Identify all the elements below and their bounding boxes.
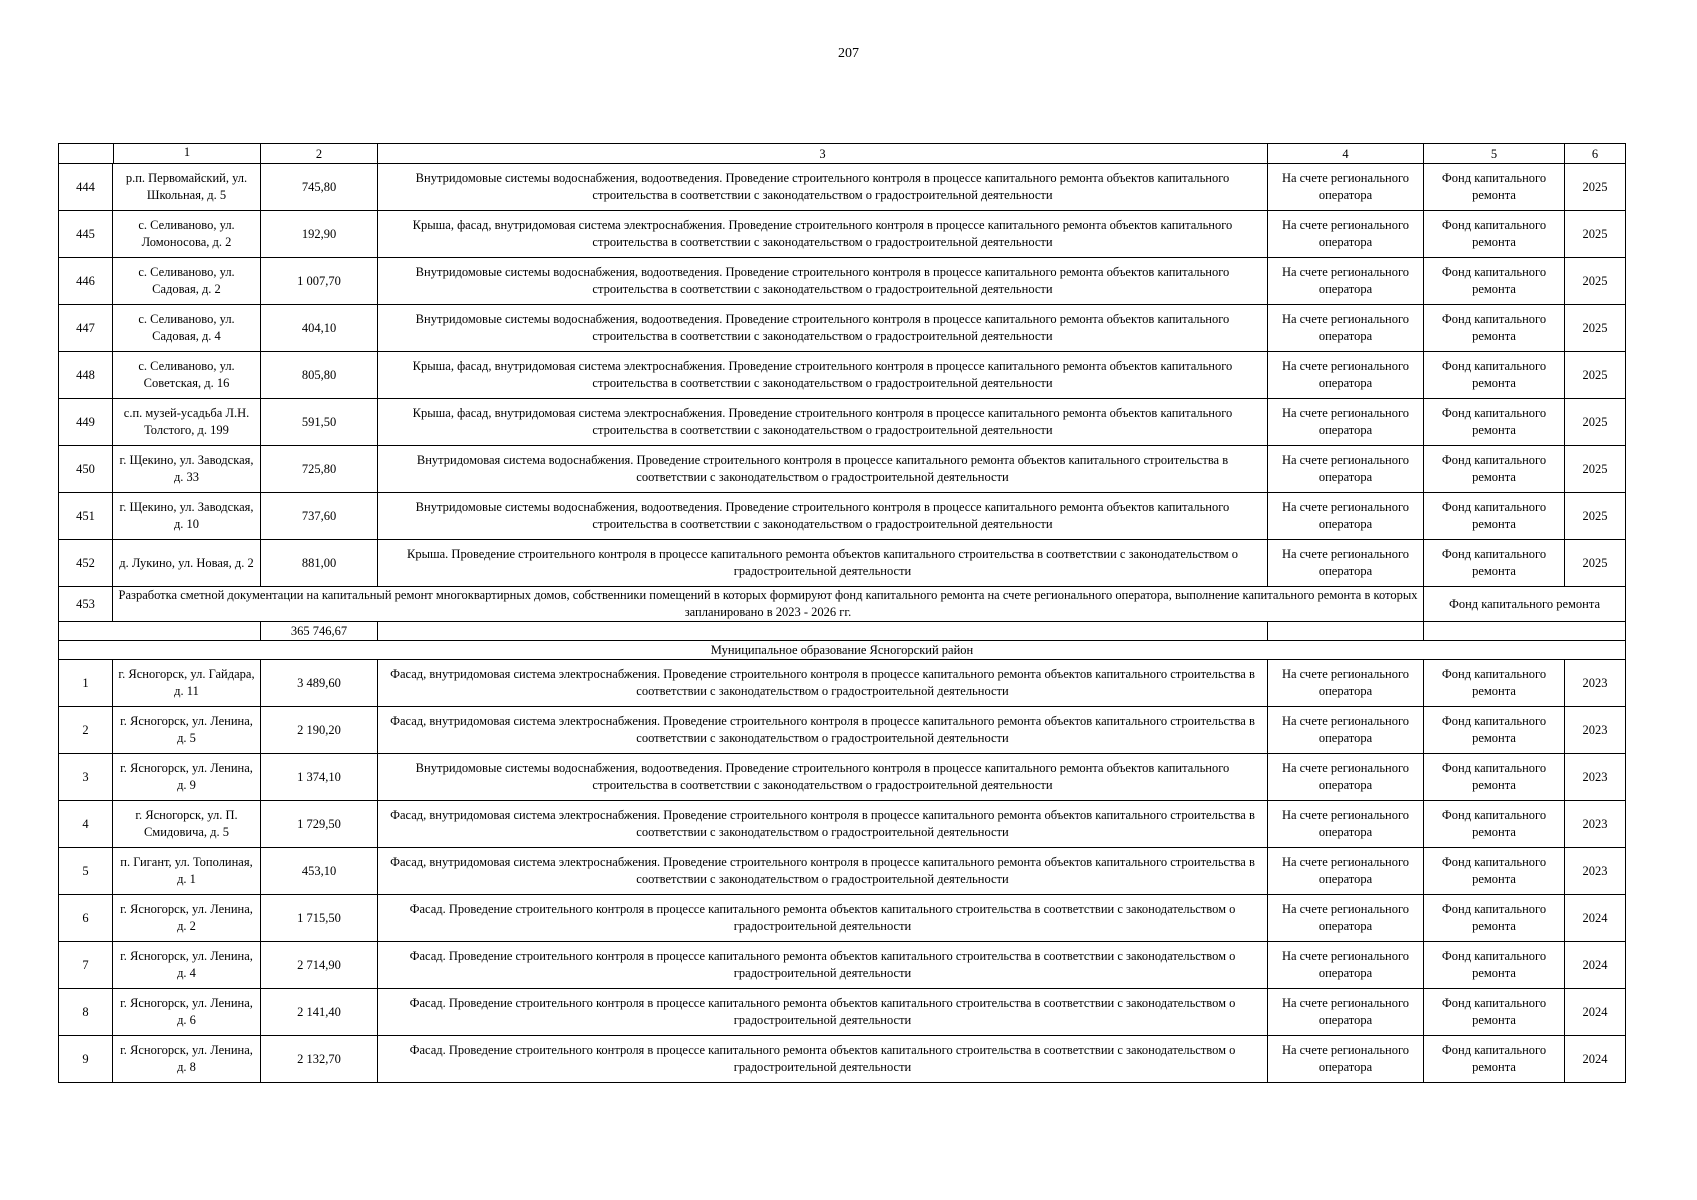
total-empty-cell <box>378 622 1268 641</box>
total-empty-cell <box>1424 622 1626 641</box>
estimate-development-cell: Разработка сметной документации на капитальный ремонт многоквартирных домов, собственники помещений в которых формируют фонд капитального ремонта на счете регионального оператора, выполнение капитального ремонта в которых запланировано в 2023 - 2026 гг. <box>113 587 1424 622</box>
table-row <box>59 399 1626 446</box>
fund-cell: Фонд капитального ремонта <box>1424 801 1565 848</box>
area-cell: 404,10 <box>261 305 378 352</box>
address-cell: г. Ясногорск, ул. Ленина, д. 6 <box>113 989 261 1036</box>
capital-repair-table <box>58 143 1626 1083</box>
year-cell: 2025 <box>1565 305 1626 352</box>
account-cell: На счете регионального оператора <box>1268 989 1424 1036</box>
fund-cell: Фонд капитального ремонта <box>1424 707 1565 754</box>
row-number: 453 <box>59 587 113 622</box>
work-type-cell: Фасад, внутридомовая система электроснабжения. Проведение строительного контроля в процессе капитального ремонта объектов капитального строительства в соответствии с законодательством о градостроительной деятельности <box>378 848 1268 895</box>
work-type-cell: Внутридомовые системы водоснабжения, водоотведения. Проведение строительного контроля в процессе капитального ремонта объектов капитального строительства в соответствии с законодательством о градостроительной деятельности <box>378 754 1268 801</box>
table-row <box>59 1036 1626 1083</box>
address-cell: г. Щекино, ул. Заводская, д. 33 <box>113 446 261 493</box>
fund-cell: Фонд капитального ремонта <box>1424 587 1626 622</box>
row-number: 451 <box>59 493 113 540</box>
row-number: 448 <box>59 352 113 399</box>
account-cell: На счете регионального оператора <box>1268 164 1424 211</box>
table-row <box>59 801 1626 848</box>
municipality-row <box>59 641 1626 660</box>
account-cell: На счете регионального оператора <box>1268 754 1424 801</box>
row-number: 449 <box>59 399 113 446</box>
table-row <box>59 754 1626 801</box>
account-cell: На счете регионального оператора <box>1268 211 1424 258</box>
fund-cell: Фонд капитального ремонта <box>1424 493 1565 540</box>
fund-cell: Фонд капитального ремонта <box>1424 754 1565 801</box>
total-empty-cell <box>1268 622 1424 641</box>
table-row <box>59 446 1626 493</box>
row-number: 8 <box>59 989 113 1036</box>
fund-cell: Фонд капитального ремонта <box>1424 399 1565 446</box>
area-cell: 453,10 <box>261 848 378 895</box>
address-cell: п. Гигант, ул. Тополиная, д. 1 <box>113 848 261 895</box>
table-row <box>59 352 1626 399</box>
fund-cell: Фонд капитального ремонта <box>1424 942 1565 989</box>
fund-cell: Фонд капитального ремонта <box>1424 848 1565 895</box>
address-cell: д. Лукино, ул. Новая, д. 2 <box>113 540 261 587</box>
year-cell: 2024 <box>1565 989 1626 1036</box>
address-cell: г. Ясногорск, ул. Ленина, д. 4 <box>113 942 261 989</box>
account-cell: На счете регионального оператора <box>1268 493 1424 540</box>
area-cell: 2 141,40 <box>261 989 378 1036</box>
row-number: 3 <box>59 754 113 801</box>
year-cell: 2025 <box>1565 493 1626 540</box>
area-cell: 591,50 <box>261 399 378 446</box>
year-cell: 2025 <box>1565 258 1626 305</box>
account-cell: На счете регионального оператора <box>1268 1036 1424 1083</box>
table-row <box>59 895 1626 942</box>
account-cell: На счете регионального оператора <box>1268 660 1424 707</box>
row-number: 2 <box>59 707 113 754</box>
account-cell: На счете регионального оператора <box>1268 895 1424 942</box>
work-type-cell: Фасад. Проведение строительного контроля в процессе капитального ремонта объектов капитального строительства в соответствии с законодательством о градостроительной деятельности <box>378 895 1268 942</box>
work-type-cell: Крыша, фасад, внутридомовая система электроснабжения. Проведение строительного контроля в процессе капитального ремонта объектов капитального строительства в соответствии с законодательством о градостроительной деятельности <box>378 211 1268 258</box>
municipality-title: Муниципальное образование Ясногорский район <box>59 641 1626 660</box>
account-cell: На счете регионального оператора <box>1268 352 1424 399</box>
row-number: 1 <box>59 660 113 707</box>
fund-cell: Фонд капитального ремонта <box>1424 895 1565 942</box>
year-cell: 2023 <box>1565 801 1626 848</box>
work-type-cell: Фасад, внутридомовая система электроснабжения. Проведение строительного контроля в процессе капитального ремонта объектов капитального строительства в соответствии с законодательством о градостроительной деятельности <box>378 801 1268 848</box>
work-type-cell: Крыша, фасад, внутридомовая система электроснабжения. Проведение строительного контроля в процессе капитального ремонта объектов капитального строительства в соответствии с законодательством о градостроительной деятельности <box>378 352 1268 399</box>
column-number <box>59 144 261 164</box>
account-cell: На счете регионального оператора <box>1268 801 1424 848</box>
table-row <box>59 164 1626 211</box>
year-cell: 2025 <box>1565 540 1626 587</box>
area-cell: 1 729,50 <box>261 801 378 848</box>
fund-cell: Фонд капитального ремонта <box>1424 660 1565 707</box>
address-cell: с. Селиваново, ул. Садовая, д. 4 <box>113 305 261 352</box>
column-number-5: 5 <box>1424 144 1565 164</box>
area-cell: 737,60 <box>261 493 378 540</box>
account-cell: На счете регионального оператора <box>1268 942 1424 989</box>
work-type-cell: Крыша, фасад, внутридомовая система электроснабжения. Проведение строительного контроля в процессе капитального ремонта объектов капитального строительства в соответствии с законодательством о градостроительной деятельности <box>378 399 1268 446</box>
fund-cell: Фонд капитального ремонта <box>1424 446 1565 493</box>
row-number: 446 <box>59 258 113 305</box>
column-number-1: 1 <box>183 145 191 159</box>
address-cell: г. Ясногорск, ул. Ленина, д. 8 <box>113 1036 261 1083</box>
area-cell: 881,00 <box>261 540 378 587</box>
address-cell: р.п. Первомайский, ул. Школьная, д. 5 <box>113 164 261 211</box>
column-number-2: 2 <box>261 144 378 164</box>
work-type-cell: Фасад. Проведение строительного контроля в процессе капитального ремонта объектов капитального строительства в соответствии с законодательством о градостроительной деятельности <box>378 989 1268 1036</box>
work-type-cell: Внутридомовые системы водоснабжения, водоотведения. Проведение строительного контроля в процессе капитального ремонта объектов капитального строительства в соответствии с законодательством о градостроительной деятельности <box>378 258 1268 305</box>
area-cell: 192,90 <box>261 211 378 258</box>
area-cell: 1 374,10 <box>261 754 378 801</box>
total-row <box>59 622 1626 641</box>
column-number-6: 6 <box>1565 144 1626 164</box>
work-type-cell: Фасад. Проведение строительного контроля в процессе капитального ремонта объектов капитального строительства в соответствии с законодательством о градостроительной деятельности <box>378 1036 1268 1083</box>
table-row <box>59 540 1626 587</box>
year-cell: 2023 <box>1565 660 1626 707</box>
year-cell: 2024 <box>1565 895 1626 942</box>
address-cell: с.п. музей-усадьба Л.Н. Толстого, д. 199 <box>113 399 261 446</box>
row-number: 445 <box>59 211 113 258</box>
total-empty-cell <box>59 622 261 641</box>
table-row <box>59 942 1626 989</box>
column-number-4: 4 <box>1268 144 1424 164</box>
work-type-cell: Внутридомовая система водоснабжения. Проведение строительного контроля в процессе капитального ремонта объектов капитального строительства в соответствии с законодательством о градостроительной деятельности <box>378 446 1268 493</box>
work-type-cell: Фасад, внутридомовая система электроснабжения. Проведение строительного контроля в процессе капитального ремонта объектов капитального строительства в соответствии с законодательством о градостроительной деятельности <box>378 707 1268 754</box>
address-cell: с. Селиваново, ул. Советская, д. 16 <box>113 352 261 399</box>
column-number-row <box>59 144 1626 164</box>
row-number: 444 <box>59 164 113 211</box>
area-cell: 2 190,20 <box>261 707 378 754</box>
area-cell: 2 132,70 <box>261 1036 378 1083</box>
table-row <box>59 989 1626 1036</box>
fund-cell: Фонд капитального ремонта <box>1424 1036 1565 1083</box>
address-cell: г. Щекино, ул. Заводская, д. 10 <box>113 493 261 540</box>
fund-cell: Фонд капитального ремонта <box>1424 352 1565 399</box>
work-type-cell: Фасад. Проведение строительного контроля в процессе капитального ремонта объектов капитального строительства в соответствии с законодательством о градостроительной деятельности <box>378 942 1268 989</box>
page-number: 207 <box>838 46 859 61</box>
year-cell: 2025 <box>1565 399 1626 446</box>
fund-cell: Фонд капитального ремонта <box>1424 989 1565 1036</box>
area-cell: 2 714,90 <box>261 942 378 989</box>
year-cell: 2023 <box>1565 754 1626 801</box>
year-cell: 2024 <box>1565 1036 1626 1083</box>
table-row <box>59 493 1626 540</box>
address-cell: с. Селиваново, ул. Садовая, д. 2 <box>113 258 261 305</box>
row-number: 5 <box>59 848 113 895</box>
address-cell: г. Ясногорск, ул. Ленина, д. 2 <box>113 895 261 942</box>
area-cell: 3 489,60 <box>261 660 378 707</box>
account-cell: На счете регионального оператора <box>1268 446 1424 493</box>
fund-cell: Фонд капитального ремонта <box>1424 164 1565 211</box>
area-cell: 805,80 <box>261 352 378 399</box>
account-cell: На счете регионального оператора <box>1268 540 1424 587</box>
table-row <box>59 660 1626 707</box>
area-cell: 1 007,70 <box>261 258 378 305</box>
year-cell: 2025 <box>1565 352 1626 399</box>
row-number: 447 <box>59 305 113 352</box>
table-row <box>59 587 1626 622</box>
table-row <box>59 211 1626 258</box>
work-type-cell: Внутридомовые системы водоснабжения, водоотведения. Проведение строительного контроля в процессе капитального ремонта объектов капитального строительства в соответствии с законодательством о градостроительной деятельности <box>378 305 1268 352</box>
account-cell: На счете регионального оператора <box>1268 258 1424 305</box>
work-type-cell: Фасад, внутридомовая система электроснабжения. Проведение строительного контроля в процессе капитального ремонта объектов капитального строительства в соответствии с законодательством о градостроительной деятельности <box>378 660 1268 707</box>
account-cell: На счете регионального оператора <box>1268 399 1424 446</box>
work-type-cell: Внутридомовые системы водоснабжения, водоотведения. Проведение строительного контроля в процессе капитального ремонта объектов капитального строительства в соответствии с законодательством о градостроительной деятельности <box>378 164 1268 211</box>
account-cell: На счете регионального оператора <box>1268 848 1424 895</box>
row-number: 4 <box>59 801 113 848</box>
account-cell: На счете регионального оператора <box>1268 707 1424 754</box>
fund-cell: Фонд капитального ремонта <box>1424 305 1565 352</box>
row-number: 6 <box>59 895 113 942</box>
row-number: 7 <box>59 942 113 989</box>
year-cell: 2025 <box>1565 446 1626 493</box>
column-number-3: 3 <box>378 144 1268 164</box>
row-number: 452 <box>59 540 113 587</box>
work-type-cell: Внутридомовые системы водоснабжения, водоотведения. Проведение строительного контроля в процессе капитального ремонта объектов капитального строительства в соответствии с законодательством о градостроительной деятельности <box>378 493 1268 540</box>
table-row <box>59 258 1626 305</box>
table-row <box>59 707 1626 754</box>
table-row <box>59 305 1626 352</box>
row-number: 450 <box>59 446 113 493</box>
table-row <box>59 848 1626 895</box>
address-cell: с. Селиваново, ул. Ломоносова, д. 2 <box>113 211 261 258</box>
fund-cell: Фонд капитального ремонта <box>1424 211 1565 258</box>
work-type-cell: Крыша. Проведение строительного контроля в процессе капитального ремонта объектов капитального строительства в соответствии с законодательством о градостроительной деятельности <box>378 540 1268 587</box>
year-cell: 2025 <box>1565 211 1626 258</box>
area-cell: 1 715,50 <box>261 895 378 942</box>
address-cell: г. Ясногорск, ул. П. Смидовича, д. 5 <box>113 801 261 848</box>
total-area-cell: 365 746,67 <box>261 622 378 641</box>
account-cell: На счете регионального оператора <box>1268 305 1424 352</box>
year-cell: 2025 <box>1565 164 1626 211</box>
area-cell: 725,80 <box>261 446 378 493</box>
year-cell: 2023 <box>1565 848 1626 895</box>
address-cell: г. Ясногорск, ул. Ленина, д. 9 <box>113 754 261 801</box>
fund-cell: Фонд капитального ремонта <box>1424 540 1565 587</box>
year-cell: 2024 <box>1565 942 1626 989</box>
year-cell: 2023 <box>1565 707 1626 754</box>
row-number: 9 <box>59 1036 113 1083</box>
address-cell: г. Ясногорск, ул. Гайдара, д. 11 <box>113 660 261 707</box>
address-cell: г. Ясногорск, ул. Ленина, д. 5 <box>113 707 261 754</box>
area-cell: 745,80 <box>261 164 378 211</box>
fund-cell: Фонд капитального ремонта <box>1424 258 1565 305</box>
